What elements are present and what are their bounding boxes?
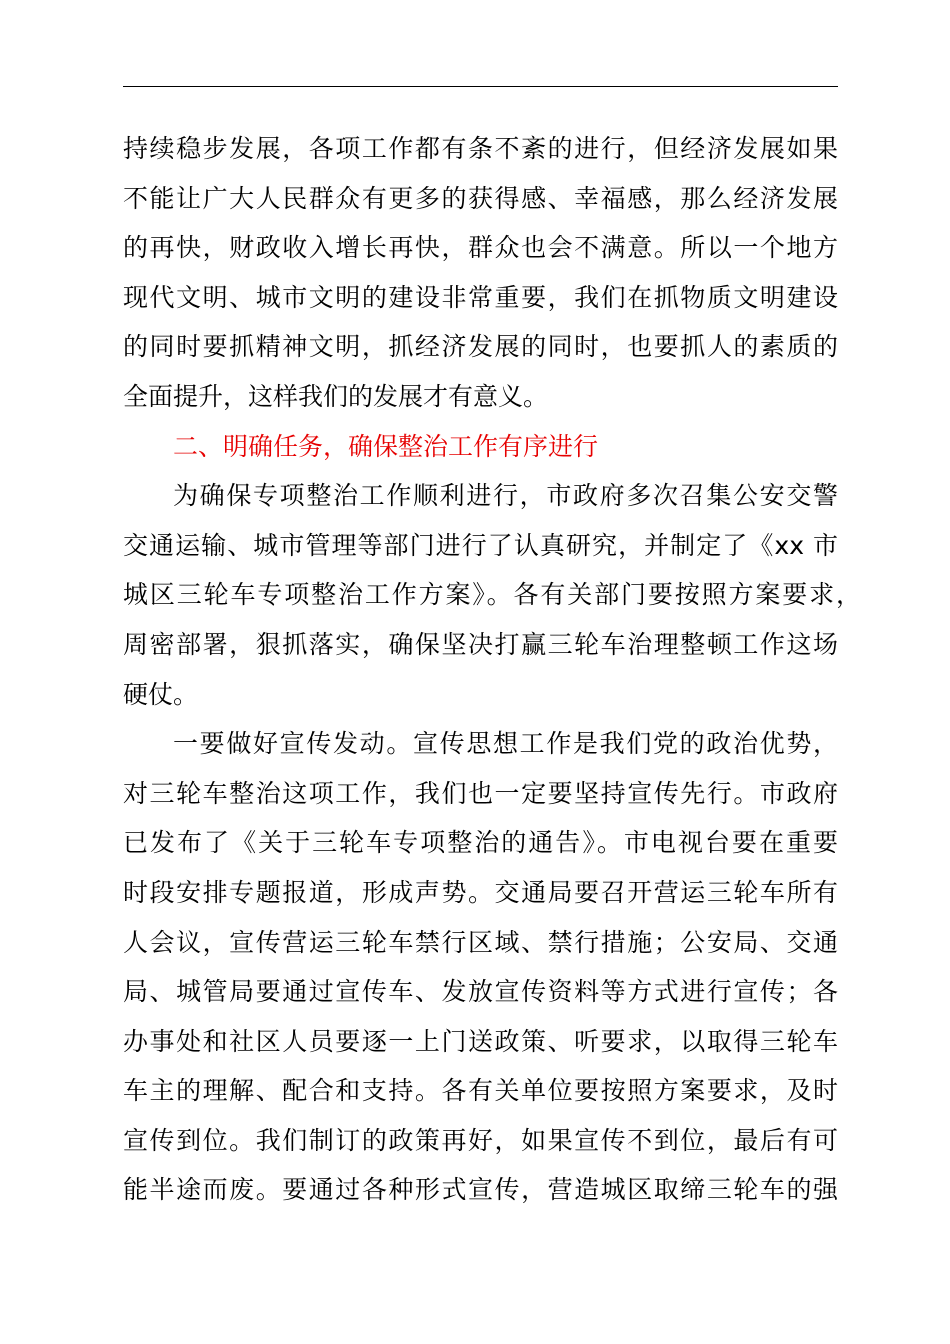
text-line: 的同时要抓精神文明，抓经济发展的同时，也要抓人的素质的 <box>123 332 838 362</box>
text-line: 对三轮车整治这项工作，我们也一定要坚持宣传先行。市政府 <box>123 778 838 808</box>
text-line: 持续稳步发展，各项工作都有条不紊的进行，但经济发展如果 <box>123 134 838 163</box>
document-body <box>123 124 861 1215</box>
text-line: 能半途而废。要通过各种形式宣传，营造城区取缔三轮车的强 <box>123 1175 838 1205</box>
text-line: 现代文明、城市文明的建设非常重要，我们在抓物质文明建设 <box>123 282 838 312</box>
paragraph-3 <box>123 719 838 1215</box>
text-line: 局、城管局要通过宣传车、发放宣传资料等方式进行宣传；各 <box>123 977 838 1007</box>
text-line: 交通运输、城市管理等部门进行了认真研究，并制定了《xx 市 <box>123 530 838 560</box>
text-line: 城区三轮车专项整治工作方案》。各有关部门要按照方案要求， <box>123 580 861 610</box>
text-line: 时段安排专题报道，形成声势。交通局要召开营运三轮车所有 <box>123 877 838 907</box>
text-line: 人会议，宣传营运三轮车禁行区域、禁行措施；公安局、交通 <box>123 927 838 957</box>
text-line: 的再快，财政收入增长再快，群众也会不满意。所以一个地方 <box>123 233 838 263</box>
paragraph-2 <box>123 471 861 719</box>
text-line: 不能让广大人民群众有更多的获得感、幸福感，那么经济发展 <box>123 183 838 213</box>
header-rule <box>123 86 838 87</box>
text-line: 全面提升，这样我们的发展才有意义。 <box>123 381 549 411</box>
text-line: 一要做好宣传发动。宣传思想工作是我们党的政治优势， <box>173 729 838 759</box>
text-line: 车主的理解、配合和支持。各有关单位要按照方案要求，及时 <box>123 1076 838 1106</box>
text-line: 为确保专项整治工作顺利进行，市政府多次召集公安交警 <box>173 481 838 511</box>
section-heading: 二、明确任务，确保整治工作有序进行 <box>173 431 599 461</box>
text-line: 宣传到位。我们制订的政策再好，如果宣传不到位，最后有可 <box>123 1125 838 1155</box>
text-line: 办事处和社区人员要逐一上门送政策、听要求，以取得三轮车 <box>123 1026 838 1056</box>
text-line: 已发布了《关于三轮车专项整治的通告》。市电视台要在重要 <box>123 828 838 858</box>
text-line: 硬仗。 <box>123 679 199 709</box>
paragraph-1 <box>123 124 838 422</box>
text-line: 周密部署，狠抓落实，确保坚决打赢三轮车治理整顿工作这场 <box>123 629 838 659</box>
